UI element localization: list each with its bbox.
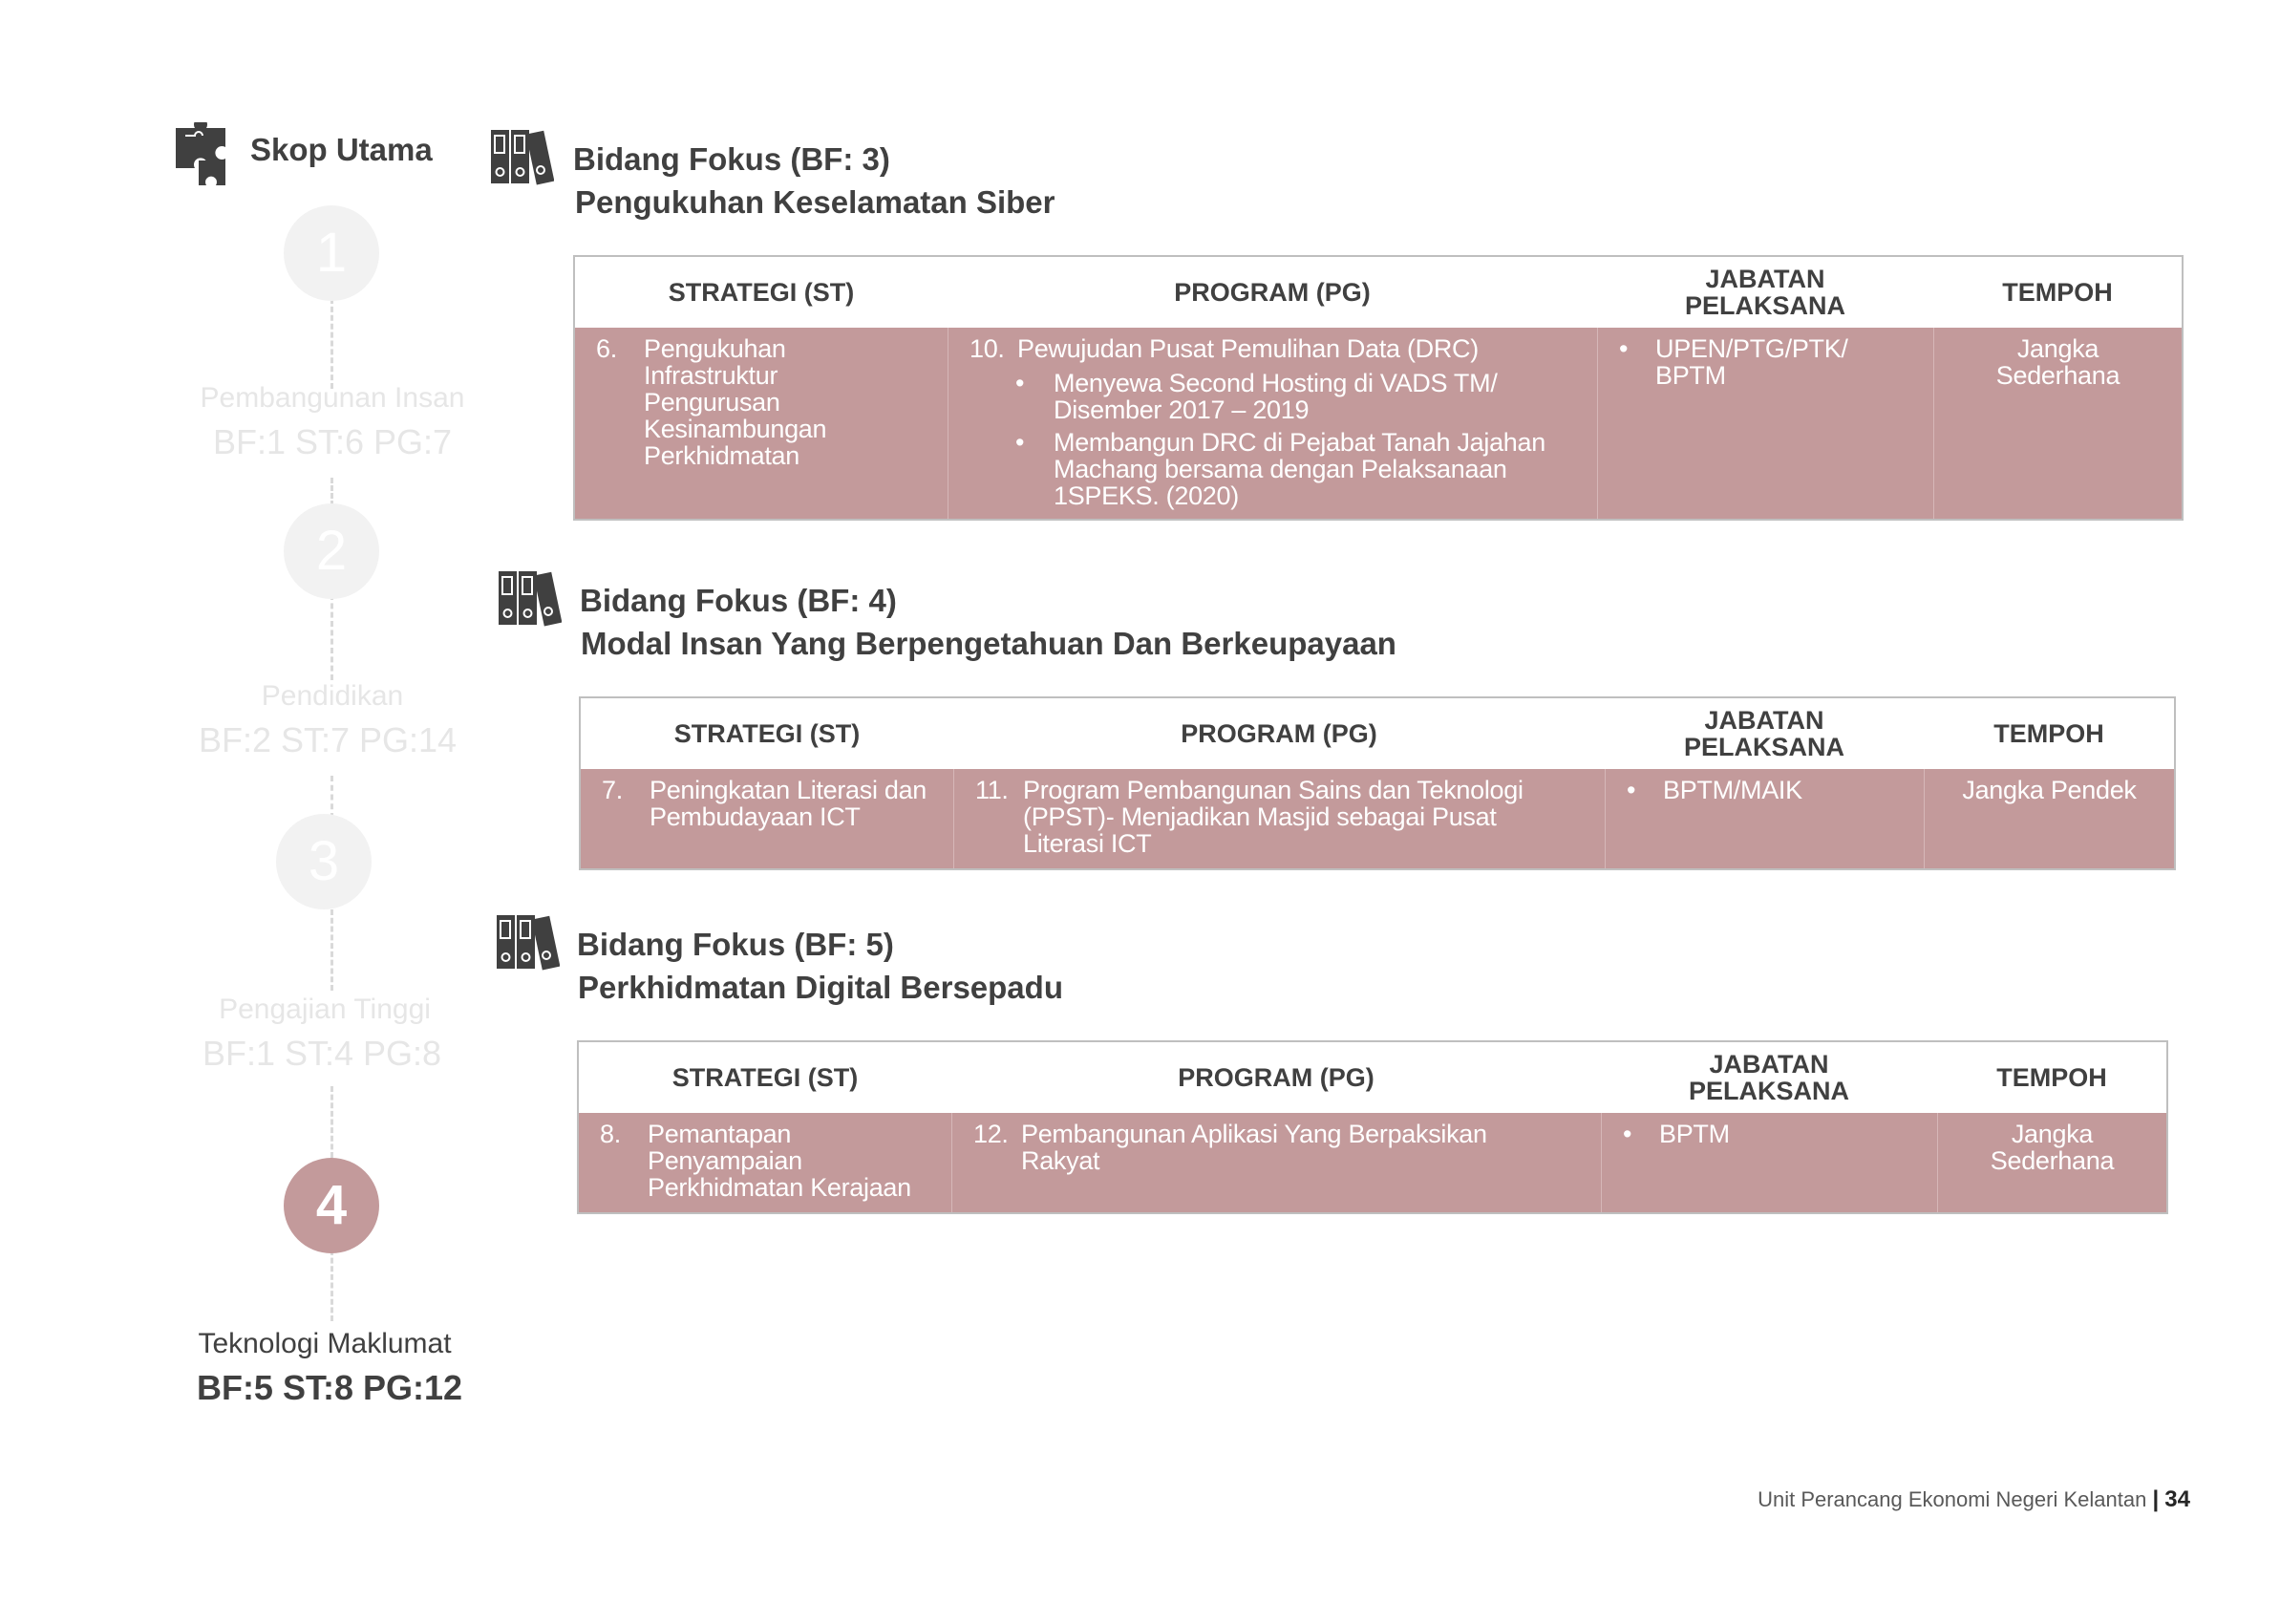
strategi-cell xyxy=(575,328,948,519)
header-program: PROGRAM (PG) xyxy=(1181,719,1377,748)
jabatan-text: UPEN/PTG/PTK/ BPTM xyxy=(1655,334,1848,390)
step-3-circle: 3 xyxy=(276,814,372,909)
program-text: Program Pembangunan Sains dan Teknologi (PPST)- Menjadikan Masjid sebagai Pusat Literasi ICT xyxy=(1023,776,1524,858)
jabatan-text: BPTM xyxy=(1659,1120,1730,1148)
step-3-name: Pengajian Tinggi xyxy=(219,994,431,1025)
program-bullet-2: Membangun DRC di Pejabat Tanah Jajahan Machang bersama dengan Pelaksanaan 1SPEKS. (2020) xyxy=(1054,428,1545,510)
header-jabatan: JABATAN PELAKSANA xyxy=(1688,1050,1849,1105)
section-4-bf-label: Bidang Fokus (BF: 4) xyxy=(580,583,897,618)
program-bullet-1: Menyewa Second Hosting di VADS TM/ Disember 2017 – 2019 xyxy=(1054,369,1498,424)
section-3-title: Pengukuhan Keselamatan Siber xyxy=(575,184,1055,220)
page-footer xyxy=(1758,1486,2190,1513)
program-text: Pewujudan Pusat Pemulihan Data (DRC) xyxy=(1017,334,1479,363)
program-cell xyxy=(951,1113,1601,1212)
strategi-number: 6. xyxy=(596,334,617,363)
step-1-circle: 1 xyxy=(284,205,379,301)
header-tempoh: TEMPOH xyxy=(2002,278,2113,307)
jabatan-cell xyxy=(1601,1113,1937,1212)
header-tempoh: TEMPOH xyxy=(1993,719,2104,748)
skop-utama-title: Skop Utama xyxy=(250,132,433,167)
program-number: 12. xyxy=(973,1120,1009,1148)
page-number: 34 xyxy=(2164,1486,2190,1512)
program-text: Pembangunan Aplikasi Yang Berpaksikan Rakyat xyxy=(1021,1120,1487,1175)
bullet-icon: • xyxy=(1627,776,1636,804)
header-strategi: STRATEGI (ST) xyxy=(668,278,855,307)
binders-icon xyxy=(489,126,554,185)
header-jabatan: JABATAN PELAKSANA xyxy=(1684,265,1845,320)
tempoh-cell xyxy=(1924,769,2174,868)
tempoh-cell xyxy=(1937,1113,2166,1212)
step-4-circle: 4 xyxy=(284,1158,379,1253)
header-strategi: STRATEGI (ST) xyxy=(671,1063,859,1092)
bullet-icon: • xyxy=(1623,1120,1632,1148)
section-4-table xyxy=(579,696,2176,870)
program-number: 10. xyxy=(970,334,1005,363)
section-5-table xyxy=(577,1040,2168,1214)
strategi-text: Peningkatan Literasi dan Pembudayaan ICT xyxy=(650,776,927,831)
step-2-name: Pendidikan xyxy=(261,680,404,712)
jabatan-cell xyxy=(1605,769,1924,868)
program-cell xyxy=(948,328,1597,519)
section-3-bf-label: Bidang Fokus (BF: 3) xyxy=(573,141,890,177)
tempoh-text: Jangka Sederhana xyxy=(1995,334,2120,390)
jabatan-cell xyxy=(1597,328,1933,519)
footer-separator: | xyxy=(2152,1486,2160,1512)
bullet-icon: • xyxy=(1015,369,1025,397)
header-program: PROGRAM (PG) xyxy=(1178,1063,1374,1092)
tempoh-cell xyxy=(1933,328,2182,519)
jabatan-text: BPTM/MAIK xyxy=(1663,776,1802,804)
step-1-name: Pembangunan Insan xyxy=(200,382,465,414)
step-2-stats: BF:2 ST:7 PG:14 xyxy=(198,720,458,759)
step-3-stats: BF:1 ST:4 PG:8 xyxy=(202,1034,442,1073)
step-2-circle: 2 xyxy=(284,503,379,599)
section-5-bf-label: Bidang Fokus (BF: 5) xyxy=(577,927,894,962)
section-3-table xyxy=(573,255,2184,521)
strategi-cell xyxy=(581,769,953,868)
step-4-name: Teknologi Maklumat xyxy=(198,1328,452,1359)
strategi-text: Pemantapan Penyampaian Perkhidmatan Kerajaan xyxy=(648,1120,911,1202)
header-strategi: STRATEGI (ST) xyxy=(673,719,861,748)
strategi-text: Pengukuhan Infrastruktur Pengurusan Kesinambungan Perkhidmatan xyxy=(644,334,827,470)
program-cell xyxy=(953,769,1605,868)
section-4-title: Modal Insan Yang Berpengetahuan Dan Berkeupayaan xyxy=(581,626,1396,661)
strategi-number: 7. xyxy=(602,776,623,804)
header-jabatan: JABATAN PELAKSANA xyxy=(1683,706,1844,761)
bullet-icon: • xyxy=(1015,428,1025,457)
tempoh-text: Jangka Pendek xyxy=(1962,776,2137,804)
strategi-cell xyxy=(579,1113,951,1212)
tempoh-text: Jangka Sederhana xyxy=(1990,1120,2115,1175)
header-tempoh: TEMPOH xyxy=(1996,1063,2107,1092)
step-4-stats: BF:5 ST:8 PG:12 xyxy=(196,1368,463,1407)
puzzle-icon xyxy=(172,122,239,189)
program-number: 11. xyxy=(975,776,1009,804)
binders-icon xyxy=(497,567,562,627)
bullet-icon: • xyxy=(1619,334,1629,363)
section-5-title: Perkhidmatan Digital Bersepadu xyxy=(578,970,1063,1005)
footer-text: Unit Perancang Ekonomi Negeri Kelantan xyxy=(1758,1487,2147,1511)
header-program: PROGRAM (PG) xyxy=(1174,278,1371,307)
strategi-number: 8. xyxy=(600,1120,621,1148)
step-1-stats: BF:1 ST:6 PG:7 xyxy=(212,422,453,461)
binders-icon xyxy=(495,911,560,971)
